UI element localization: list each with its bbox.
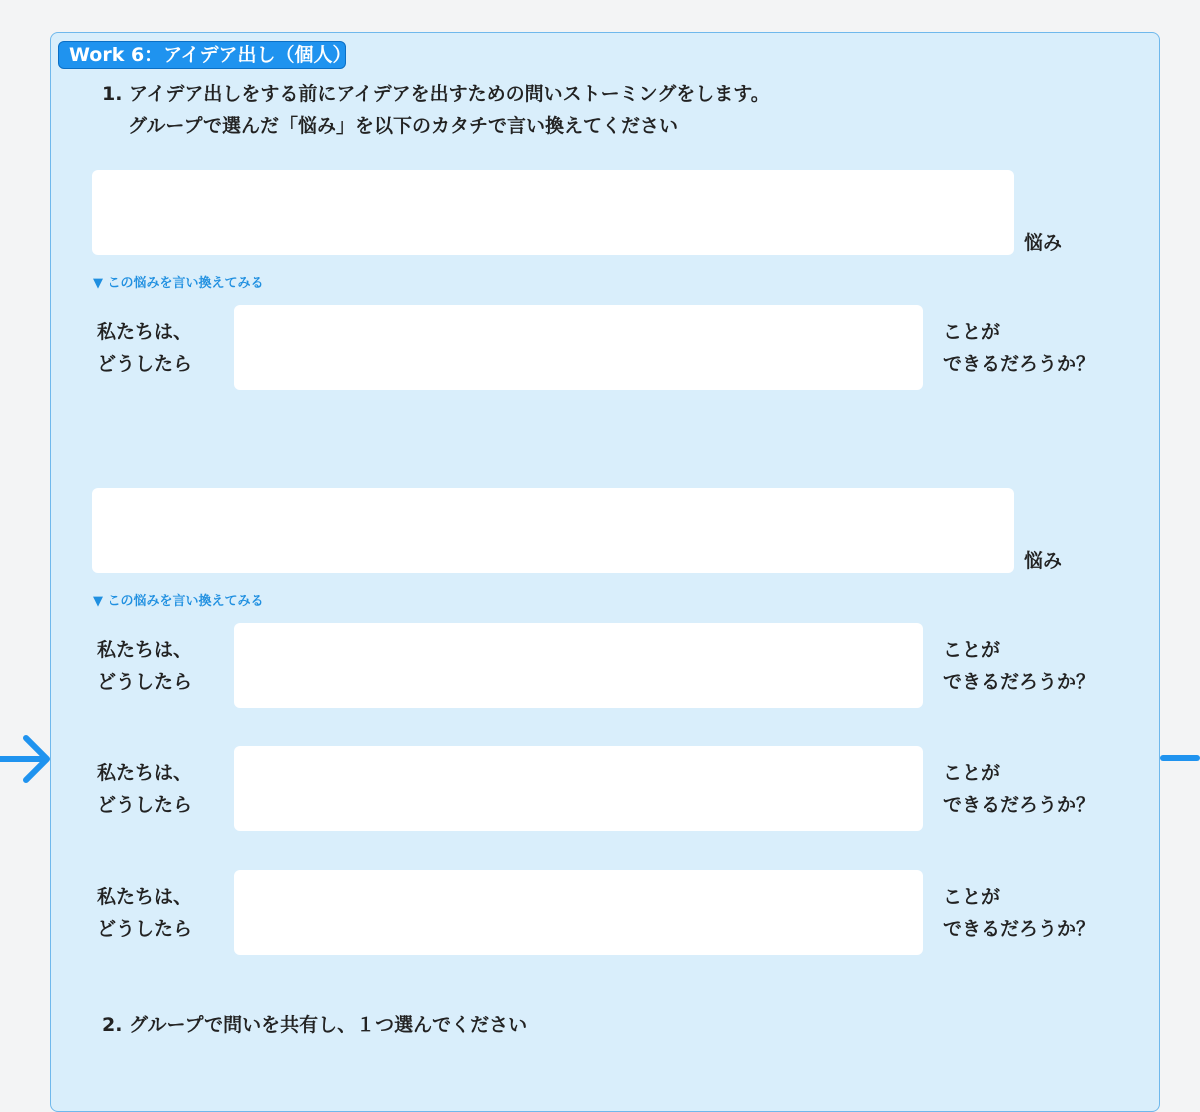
prefix-label: 私たちは、 どうしたら bbox=[97, 886, 193, 940]
rephrase-toggle-2[interactable]: ▼ この悩みを言い換えてみる bbox=[93, 594, 264, 609]
step2-instruction: 2. グループで問いを共有し、１つ選んでください bbox=[102, 1014, 528, 1036]
rephrase-toggle-1[interactable]: ▼ この悩みを言い換えてみる bbox=[93, 276, 264, 291]
work-title-badge: Work 6：アイデア出し（個人） bbox=[58, 41, 346, 69]
suffix-label: ことが できるだろうか？ bbox=[943, 321, 1096, 375]
step1-instruction: 1. アイデア出しをする前にアイデアを出すための問いストーミングをします。 bbox=[102, 83, 770, 105]
question-input-1[interactable] bbox=[234, 305, 923, 390]
question-input-2[interactable] bbox=[234, 623, 923, 708]
nayami-input-2[interactable] bbox=[92, 488, 1014, 573]
suffix-label: ことが できるだろうか？ bbox=[943, 762, 1096, 816]
suffix-label: ことが できるだろうか？ bbox=[943, 639, 1096, 693]
prefix-label: 私たちは、 どうしたら bbox=[97, 639, 193, 693]
prefix-label: 私たちは、 どうしたら bbox=[97, 321, 193, 375]
question-input-3[interactable] bbox=[234, 746, 923, 831]
nayami-label-1: 悩み bbox=[1024, 232, 1063, 254]
connector-line-icon bbox=[1160, 755, 1200, 761]
nayami-input-1[interactable] bbox=[92, 170, 1014, 255]
question-input-4[interactable] bbox=[234, 870, 923, 955]
nayami-label-2: 悩み bbox=[1024, 550, 1063, 572]
prefix-label: 私たちは、 どうしたら bbox=[97, 762, 193, 816]
step1-instruction-sub: グループで選んだ「悩み」を以下のカタチで言い換えてください bbox=[128, 115, 679, 137]
suffix-label: ことが できるだろうか？ bbox=[943, 886, 1096, 940]
arrow-right-icon bbox=[0, 732, 54, 786]
